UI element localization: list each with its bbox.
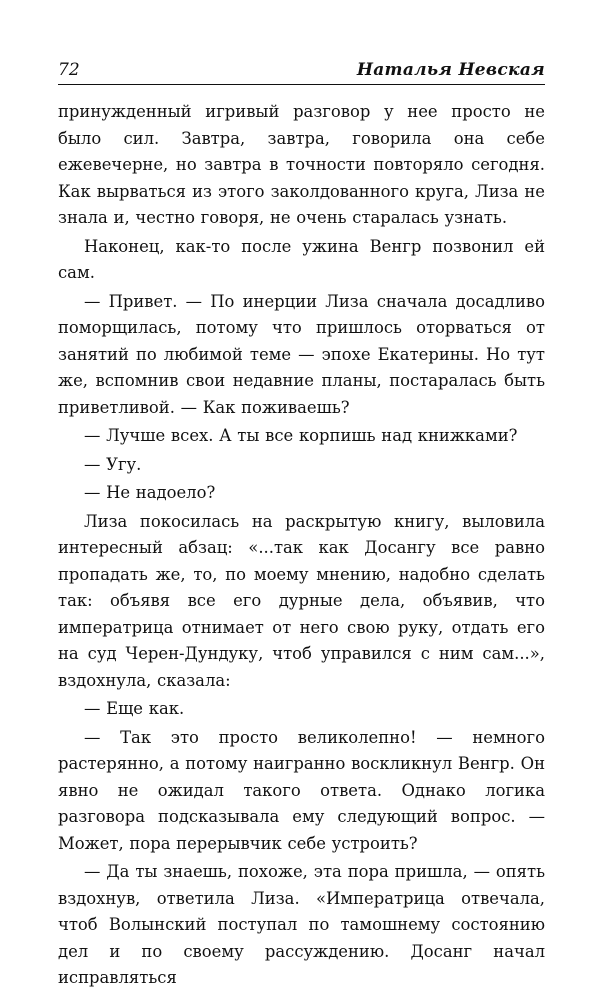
paragraph: — Так это просто великолепно! — немного растерянно, а потому наигранно воскликнул Венгр. Он явно не ожидал такого ответа. Однако логика разговора подсказывала ему следующий вопрос. — Может, пора перерывчик себе устроить? bbox=[58, 727, 545, 853]
paragraph: принужденный игривый разговор у нее просто не было сил. Завтра, завтра, говорила она себе ежевечерне, но завтра в точности повторяло сегодня. Как вырваться из этого заколдованного круга, Лиза не знала и, честно говоря, не очень старалась узнать. bbox=[58, 102, 545, 227]
paragraph: — Привет. — По инерции Лиза сначала досадливо поморщилась, потому что пришлось оторваться от занятий по любимой теме — эпохе Екатерины. Но тут же, вспомнив свои недавние планы, постаралась быть приветливой. — Как поживаешь? bbox=[58, 291, 545, 417]
dialogue-line: — Не надоело? bbox=[84, 483, 216, 502]
body-text bbox=[58, 99, 545, 992]
paragraph: — Да ты знаешь, похоже, эта пора пришла, — опять вздохнув, ответила Лиза. «Императрица отвечала, чтоб Волынский поступал по тамошнему состоянию дел и по своему рассуждению. Досанг начал исправляться bbox=[58, 862, 545, 987]
paragraph: Наконец, как-то после ужина Венгр позвонил ей сам. bbox=[58, 236, 545, 282]
book-page bbox=[58, 60, 545, 992]
paragraph: Лиза покосилась на раскрытую книгу, выловила интересный абзац: «...так как Досангу все равно пропадать же, то, по моему мнению, надобно сделать так: объявя все его дурные дела, объявив, что императрица отнимает от него свою руку, отдать его на суд Черен-Дундуку, чтоб управился с ним сам...», вздохнула, сказала: bbox=[58, 511, 545, 690]
dialogue-line: — Угу. bbox=[84, 454, 142, 474]
dialogue-line: — Лучше всех. А ты все корпишь над книжками? bbox=[84, 426, 518, 445]
page-number: 72 bbox=[58, 60, 80, 80]
running-header bbox=[58, 60, 545, 85]
dialogue-line: — Еще как. bbox=[84, 699, 185, 718]
running-title: Наталья Невская bbox=[356, 60, 545, 80]
